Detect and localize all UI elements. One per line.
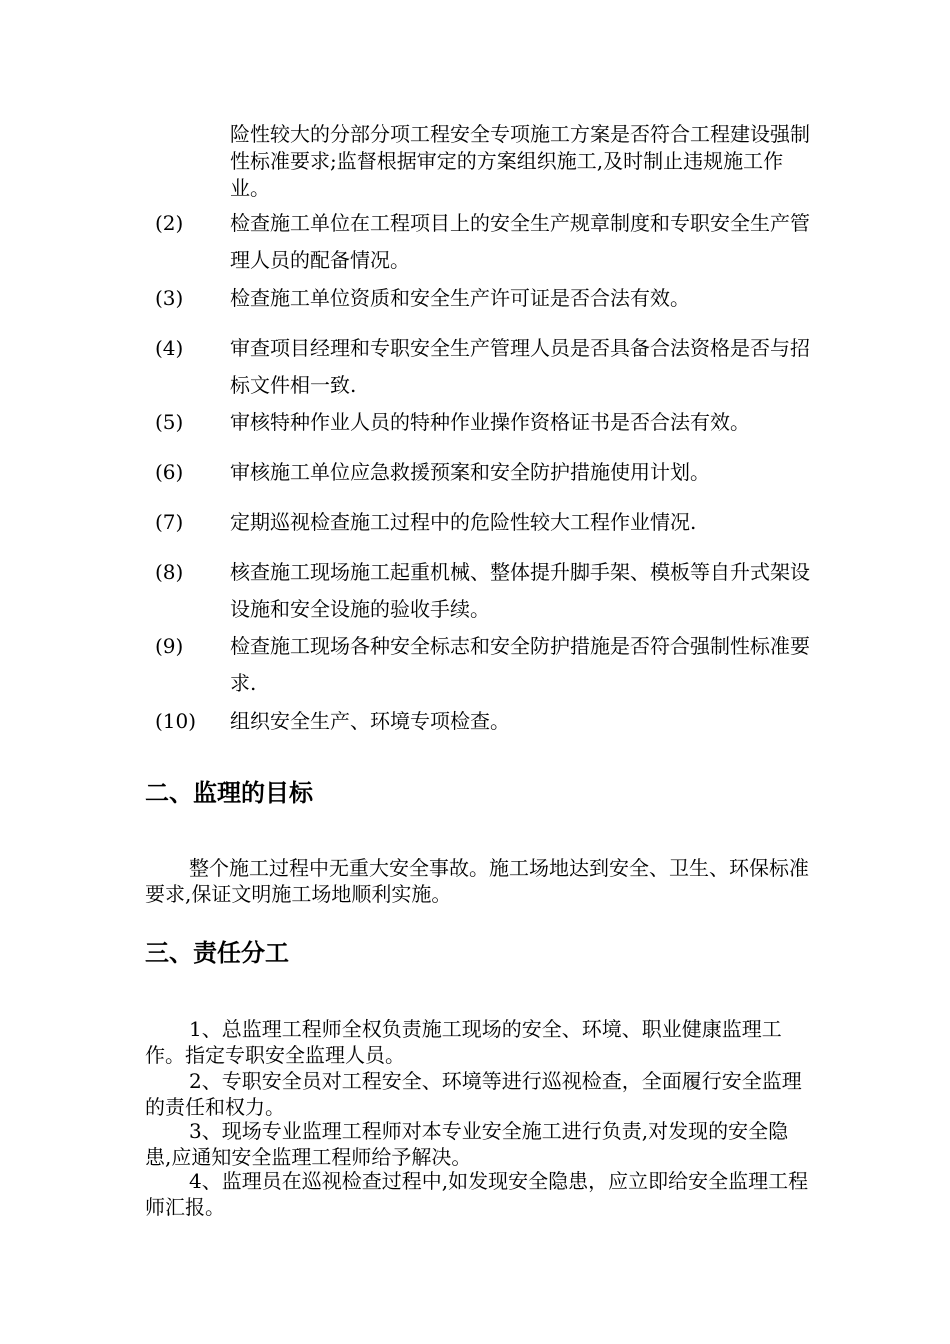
continuation-paragraph: 险性较大的分部分项工程安全专项施工方案是否符合工程建设强制性标准要求;监督根据审定的方案组织施工,及时制止违规施工作业。	[230, 122, 810, 200]
list-item-text: 审查项目经理和专职安全生产管理人员是否具备合法资格是否与招标文件相一致.	[230, 336, 810, 397]
section-paragraph: 4、监理员在巡视检查过程中,如发现安全隐患，应立即给安全监理工程师汇报。	[145, 1169, 809, 1219]
section-heading: 二、监理的目标	[145, 779, 313, 807]
list-item-text: 审核特种作业人员的特种作业操作资格证书是否合法有效。	[230, 410, 750, 434]
list-item-text: 检查施工现场各种安全标志和安全防护措施是否符合强制性标准要求.	[230, 634, 810, 695]
section-paragraph: 整个施工过程中无重大安全事故。施工场地达到安全、卫生、环保标准要求,保证文明施工场地顺利实施。	[145, 856, 809, 906]
section-paragraph: 1、总监理工程师全权负责施工现场的安全、环境、职业健康监理工作。指定专职安全监理人员。	[145, 1017, 782, 1067]
list-item-number: (7)	[155, 510, 184, 534]
list-item-number: (4)	[155, 336, 184, 360]
list-item-text: 定期巡视检查施工过程中的危险性较大工程作业情况.	[230, 510, 697, 534]
list-item-text: 审核施工单位应急救援预案和安全防护措施使用计划。	[230, 460, 710, 484]
list-item-number: (10)	[155, 709, 197, 733]
list-item-number: (3)	[155, 286, 184, 310]
list-item-number: (6)	[155, 460, 184, 484]
list-item-number: (5)	[155, 410, 184, 434]
list-item-text: 组织安全生产、环境专项检查。	[230, 709, 510, 733]
section-paragraph: 3、现场专业监理工程师对本专业安全施工进行负责,对发现的安全隐患,应通知安全监理工程师给予解决。	[145, 1119, 789, 1169]
section-heading: 三、责任分工	[145, 939, 289, 967]
list-item-text: 核查施工现场施工起重机械、整体提升脚手架、模板等自升式架设设施和安全设施的验收手续。	[230, 560, 810, 621]
list-item-number: (8)	[155, 560, 184, 584]
list-item-text: 检查施工单位资质和安全生产许可证是否合法有效。	[230, 286, 690, 310]
section-paragraph: 2、专职安全员对工程安全、环境等进行巡视检查，全面履行安全监理的责任和权力。	[145, 1069, 802, 1119]
list-item-text: 检查施工单位在工程项目上的安全生产规章制度和专职安全生产管理人员的配备情况。	[230, 211, 810, 272]
list-item-number: (9)	[155, 634, 184, 658]
list-item-number: (2)	[155, 211, 184, 235]
